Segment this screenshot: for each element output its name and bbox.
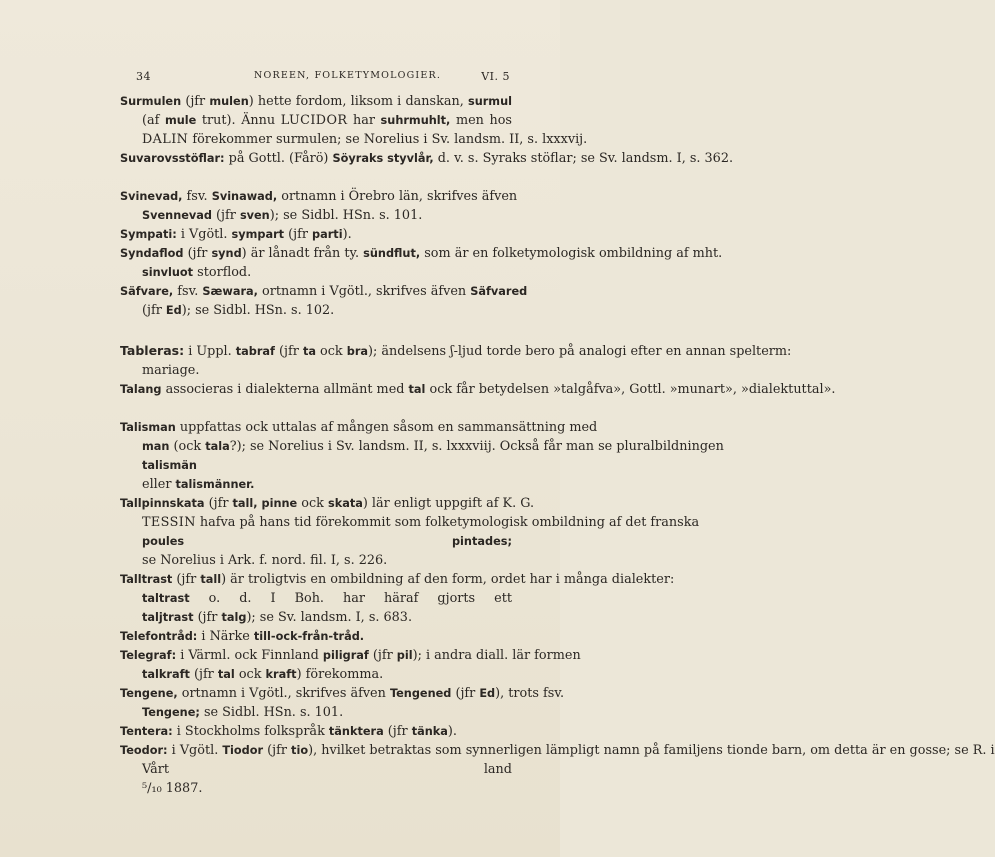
entry-line: Tengene, ortnamn i Vgötl., skrifves äfven Tengened (jfr Ed), trots fsv. bbox=[120, 686, 565, 701]
entry-line: talismän bbox=[142, 459, 197, 472]
entry-line: DALIN förekommer surmulen; se Norelius i Sv. landsm. II, s. lxxxvij. bbox=[142, 132, 588, 147]
page-number: 34 bbox=[136, 70, 151, 83]
entry-line: Telefontråd: i Närke till-ock-från-tråd. bbox=[120, 629, 365, 644]
running-title: NOREEN, FOLKETYMOLOGIER. bbox=[254, 70, 442, 81]
entry-line: taltrast o. d. I Boh. har häraf gjorts ett bbox=[142, 591, 512, 606]
entry-line: Tengene; se Sidbl. HSn. s. 101. bbox=[142, 705, 344, 720]
entry-line: Syndaflod (jfr synd) är lånadt från ty. sündflut, som är en folketymologisk ombildning af mht. bbox=[120, 246, 723, 261]
entry-line: eller talismänner. bbox=[142, 477, 255, 492]
headword: Talang bbox=[120, 383, 162, 396]
entry-line: Tallpinnskata (jfr tall, pinne ock skata) lär enligt uppgift af K. G. bbox=[120, 496, 535, 511]
volume-number: VI. 5 bbox=[481, 70, 510, 83]
headword: Tentera: bbox=[120, 725, 173, 738]
entry-line: Sympati: i Vgötl. sympart (jfr parti). bbox=[120, 227, 352, 242]
entry-line: (af mule trut). Ännu LUCIDOR har suhrmuhlt, men hos bbox=[142, 113, 512, 128]
entry-line: se Norelius i Ark. f. nord. fil. I, s. 226. bbox=[142, 553, 388, 568]
headword: Tableras: bbox=[120, 343, 185, 358]
entry-line: Suvarovsstöflar: på Gottl. (Fårö) Söyraks styvlår, d. v. s. Syraks stöflar; se Sv. landsm. I, s. 362. bbox=[120, 151, 734, 166]
entries-t bbox=[120, 340, 995, 798]
entry-line: Talang associeras i dialekterna allmänt med tal ock får betydelsen »talgåfva», Gottl. »munart», »dialektuttal». bbox=[120, 382, 836, 397]
headword: Surmulen bbox=[120, 95, 182, 108]
headword: Säfvare, bbox=[120, 285, 174, 298]
headword: Teodor: bbox=[120, 744, 168, 757]
headword: Svinevad, bbox=[120, 190, 183, 203]
entry-line: sinvluot storflod. bbox=[142, 265, 252, 280]
entry-line: man (ock tala?); se Norelius i Sv. landsm. II, s. lxxxviij. Också får man se pluralbildningen bbox=[142, 439, 724, 454]
headword: Tallpinnskata bbox=[120, 497, 205, 510]
headword: Talltrast bbox=[120, 573, 173, 586]
entries-s bbox=[120, 92, 734, 320]
entry-line: talkraft (jfr tal ock kraft) förekomma. bbox=[142, 667, 384, 682]
entry-line: taljtrast (jfr talg); se Sv. landsm. I, s. 683. bbox=[142, 610, 413, 625]
headword: Suvarovsstöflar: bbox=[120, 152, 225, 165]
entry-line: Telegraf: i Värml. ock Finnland piligraf (jfr pil); i andra diall. lär formen bbox=[120, 648, 581, 663]
entry-line: Vårt land bbox=[142, 762, 512, 777]
entry-line: Tentera: i Stockholms folkspråk tänktera (jfr tänka). bbox=[120, 724, 457, 739]
entry-line: Talisman uppfattas ock uttalas af mången såsom en sammansättning med bbox=[120, 420, 598, 435]
headword: Syndaflod bbox=[120, 247, 184, 260]
entry-line: Svinevad, fsv. Svinawad, ortnamn i Örebro län, skrifves äfven bbox=[120, 189, 518, 204]
entry-line: Svennevad (jfr sven); se Sidbl. HSn. s. 101. bbox=[142, 208, 423, 223]
headword: Tengene, bbox=[120, 687, 178, 700]
entry-line: mariage. bbox=[142, 363, 200, 378]
entry-line: Tableras: i Uppl. tabraf (jfr ta ock bra); ändelsens ʃ-ljud torde bero på analogi efter en annan spelterm: bbox=[120, 343, 792, 359]
entry-line: ⁵/₁₀ 1887. bbox=[142, 781, 203, 796]
entry-line: (jfr Ed); se Sidbl. HSn. s. 102. bbox=[142, 303, 335, 318]
entry-line: Teodor: i Vgötl. Tiodor (jfr tio), hvilket betraktas som synnerligen lämpligt namn på familjens tionde barn, om detta är en gosse; se R. i bbox=[120, 743, 995, 758]
headword: Talisman bbox=[120, 421, 176, 434]
headword: Telegraf: bbox=[120, 649, 177, 662]
headword: Telefontråd: bbox=[120, 630, 198, 643]
entry-line: Surmulen (jfr mulen) hette fordom, liksom i danskan, surmul bbox=[120, 94, 512, 109]
entry-line: Säfvare, fsv. Sæwara, ortnamn i Vgötl., skrifves äfven Säfvared bbox=[120, 284, 528, 299]
entry-line: Talltrast (jfr tall) är troligtvis en ombildning af den form, ordet har i många dialekter: bbox=[120, 572, 675, 587]
headword: Sympati: bbox=[120, 228, 177, 241]
entry-line: poules pintades; bbox=[142, 535, 512, 548]
running-header bbox=[136, 70, 510, 86]
entry-line: TESSIN hafva på hans tid förekommit som folketymologisk ombildning af det franska bbox=[142, 515, 700, 530]
